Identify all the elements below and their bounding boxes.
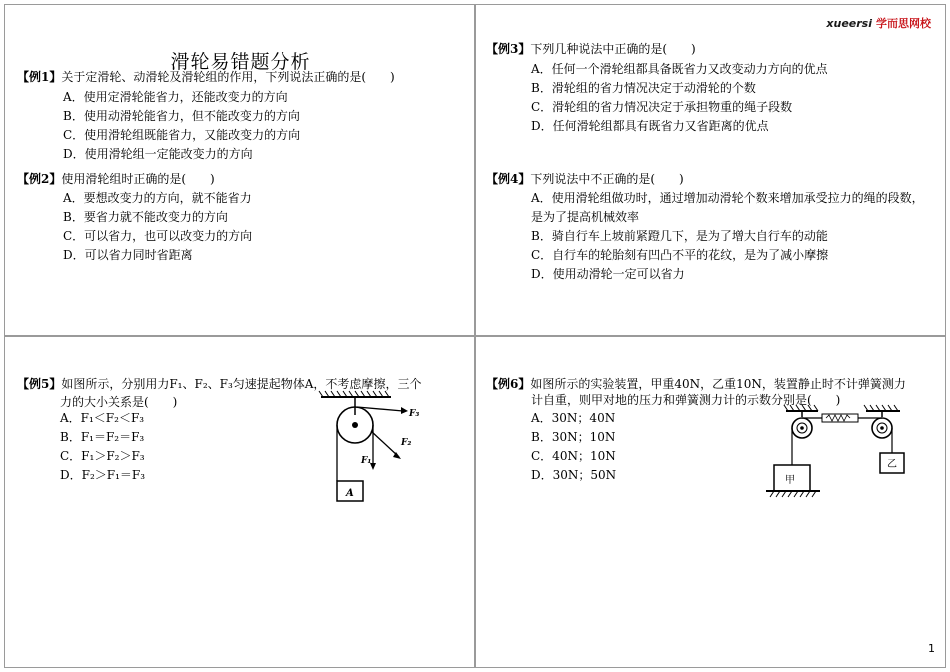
question-3-tag: 【例3】: [486, 42, 531, 56]
question-3-text: 下列几种说法中正确的是( ): [530, 42, 696, 56]
question-4-option-d: D．使用动滑轮一定可以省力: [531, 267, 685, 281]
question-1-option-a: A．使用定滑轮能省力，还能改变力的方向: [63, 90, 288, 104]
question-2-option-c: C．可以省力，也可以改变力的方向: [63, 229, 253, 243]
question-3-option-a: A．任何一个滑轮组都具备既省力又改变动力方向的优点: [531, 62, 828, 76]
question-6-text-line2: 计自重，则甲对地的压力和弹簧测力计的示数分别是( ): [531, 393, 841, 407]
brand-logo: [826, 15, 931, 31]
ceiling-hatch: [319, 391, 391, 397]
page-number: 1: [928, 642, 935, 655]
spring-scale: [822, 414, 858, 422]
label-f1: F₁: [361, 456, 372, 466]
question-1-text: 关于定滑轮、动滑轮及滑轮组的作用，下列说法正确的是( ): [61, 70, 395, 84]
force-f2-arrow: [371, 431, 399, 457]
label-jia: 甲: [785, 475, 795, 486]
question-4-option-b: B．骑自行车上坡前紧蹬几下，是为了增大自行车的动能: [531, 229, 828, 243]
question-5-text-line2: 力的大小关系是( ): [60, 395, 178, 409]
question-2-option-a: A．要想改变力的方向，就不能省力: [63, 191, 252, 205]
panel-top-right: [475, 4, 946, 336]
question-4-text: 下列说法中不正确的是( ): [530, 172, 684, 186]
pulley-figure-q6: [766, 403, 918, 503]
question-3-option-c: C．滑轮组的省力情况决定于承担物重的绳子段数: [531, 100, 793, 114]
question-2-option-d: D．可以省力同时省距离: [63, 248, 193, 262]
question-1-tag: 【例1】: [17, 70, 62, 84]
question-1-option-d: D．使用滑轮组一定能改变力的方向: [63, 147, 253, 161]
label-f2: F₂: [401, 438, 412, 448]
ceiling-left: [784, 405, 818, 411]
question-1-option-c: C．使用滑轮组既能省力，又能改变力的方向: [63, 128, 301, 142]
question-5-option-c: C．F₁＞F₂＞F₃: [60, 449, 145, 463]
label-f3: F₃: [409, 409, 420, 419]
pulley-figure-q5: [315, 389, 435, 507]
label-yi: 乙: [887, 459, 897, 470]
question-2-text: 使用滑轮组时正确的是( ): [61, 172, 215, 186]
logo-text-en: xueersi: [826, 17, 872, 30]
question-6-option-a: A．30N；40N: [531, 411, 616, 425]
question-5-text-line1: 如图所示，分别用力F₁、F₂、F₃匀速提起物体A，不考虑摩擦，三个: [61, 377, 422, 391]
question-2-option-b: B．要省力就不能改变力的方向: [63, 210, 228, 224]
question-4-option-a: A．使用滑轮组做功时，通过增加动滑轮个数来增加承受拉力的绳的段数，是为了提高机械效率: [531, 191, 924, 224]
panel-bottom-right: [475, 336, 946, 668]
logo-text-cn: 学而思网校: [876, 17, 931, 30]
question-4-option-c: C．自行车的轮胎刻有凹凸不平的花纹，是为了减小摩擦: [531, 248, 829, 262]
page-title: 滑轮易错题分析: [170, 51, 311, 73]
question-3-option-d: D．任何滑轮组都具有既省力又省距离的优点: [531, 119, 769, 133]
question-5-tag: 【例5】: [17, 377, 62, 391]
panel-top-left: [4, 4, 475, 336]
panel-bottom-left: [4, 336, 475, 668]
question-2-tag: 【例2】: [17, 172, 62, 186]
question-6-text-line1: 如图所示的实验装置，甲重40N，乙重10N，装置静止时不计弹簧测力: [530, 377, 906, 391]
question-6-option-c: C．40N；10N: [531, 449, 616, 463]
question-6-tag: 【例6】: [486, 377, 531, 391]
question-3-stem: [486, 40, 696, 59]
ceiling-right: [864, 405, 900, 411]
question-5-option-a: A．F₁＜F₂＜F₃: [60, 411, 145, 425]
question-1-option-b: B．使用动滑轮能省力，但不能改变力的方向: [63, 109, 300, 123]
question-1-stem: [17, 68, 395, 87]
question-6-option-d: D．30N；50N: [531, 468, 617, 482]
ground-hatch: [766, 491, 820, 497]
question-5-option-b: B．F₁＝F₂＝F₃: [60, 430, 145, 444]
question-4-stem: [486, 170, 684, 189]
question-2-stem: [17, 170, 215, 189]
question-3-option-b: B．滑轮组的省力情况决定于动滑轮的个数: [531, 81, 756, 95]
question-6-option-b: B．30N；10N: [531, 430, 616, 444]
question-5-option-d: D．F₂＞F₁＝F₃: [60, 468, 146, 482]
label-block-a: A: [346, 488, 354, 499]
question-4-tag: 【例4】: [486, 172, 531, 186]
